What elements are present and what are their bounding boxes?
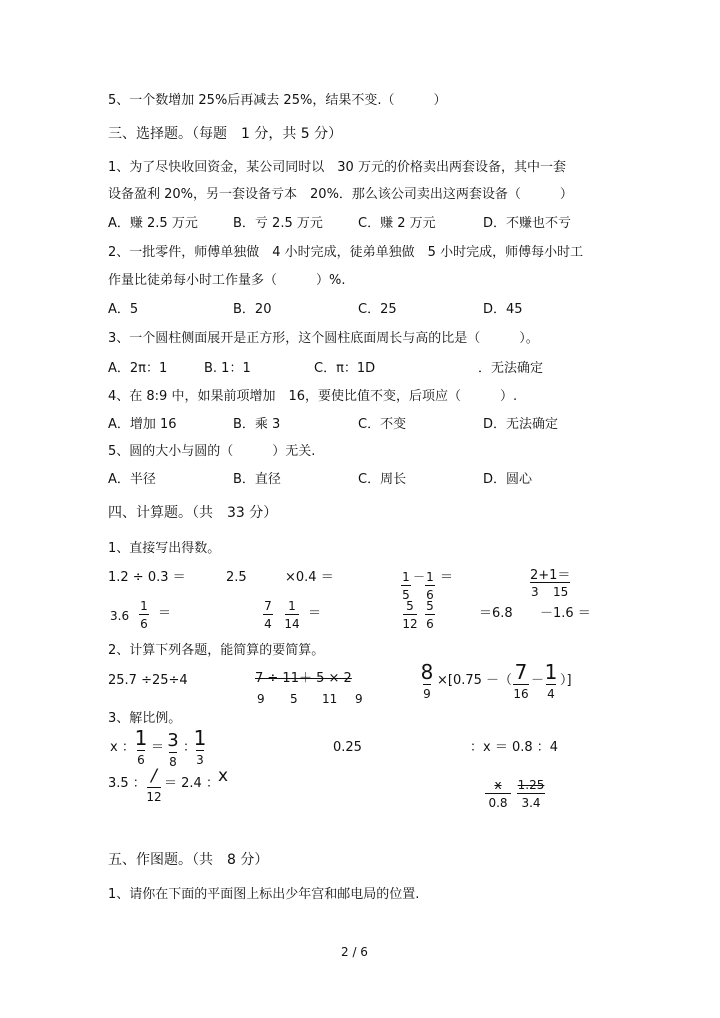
choice-q1-option-d: D．不赚也不亏 (483, 216, 572, 231)
fraction (134, 728, 148, 766)
choice-q5-option-c: C．周长 (358, 472, 407, 487)
choice-q1-line1: 1、为了尽快收回资金，某公司同时以 30 万元的价格卖出两套设备，其中一套 (108, 160, 566, 175)
simplify-item-2-den4: 9 (355, 692, 363, 706)
choice-q2-line1: 2、一批零件，师傅单独做 4 小时完成，徒弟单独做 5 小时完成，师傅每小时工 (108, 245, 584, 260)
choice-q2-line2: 作量比徒弟每小时工作量多（ ）%. (108, 273, 346, 288)
fraction (193, 728, 207, 766)
ratio-colon: ： (183, 740, 197, 755)
fraction-bar (169, 752, 177, 753)
numerator: / (151, 766, 157, 786)
proportion-4-start: 3.5 ： (108, 776, 146, 791)
choice-q2-option-a: A．5 (108, 302, 139, 317)
page-number: 2 / 6 (341, 945, 368, 959)
minus-sign: － (413, 570, 426, 584)
denominator: 4 (264, 617, 272, 631)
simplify-item-2-den2: 5 (290, 692, 298, 706)
calc-part3-title: 3、解比例。 (108, 711, 182, 726)
denominator: 16 (513, 687, 529, 701)
numerator: 7 (514, 660, 528, 684)
denominator: 5 (402, 588, 410, 602)
choice-q3-option-c: C．π：1D (314, 361, 376, 376)
equals-sign: ＝ (440, 570, 454, 585)
fraction-bar (403, 614, 417, 615)
fraction (402, 600, 418, 630)
numerator: 1.25 (517, 778, 545, 792)
numerator: 1 (134, 726, 148, 750)
simplify-item-2-den3: 11 (322, 692, 338, 706)
numerator: 1 (193, 726, 207, 750)
numerator: 1 (288, 599, 296, 613)
fraction (424, 600, 436, 630)
calc-part1-title: 1、直接写出得数。 (108, 541, 221, 556)
numerator: 3 (167, 730, 179, 751)
calc-item-5-number: 3.6 (110, 609, 130, 623)
calc-part2-title: 2、计算下列各题，能简算的要简算。 (108, 643, 325, 658)
proportion-4-x: x (218, 766, 229, 786)
fraction-bar (485, 793, 511, 794)
section-4-title: 四、计算题。（共 33 分） (108, 505, 278, 521)
numerator: 5 (426, 599, 434, 613)
denominator: 3 (196, 753, 204, 767)
numerator: 5 (406, 599, 414, 613)
fraction-bar (196, 750, 204, 751)
denominator: 4 (547, 687, 555, 701)
simplify-item-3-bracket: ×[0.75 －（ (437, 673, 513, 688)
calc-item-2-rest: ×0.4 ＝ (285, 570, 334, 585)
proportion-3: ：x ＝ 0.8 ：4 (470, 740, 559, 755)
fraction (512, 662, 530, 700)
judge-question-5: 5、一个数增加 25%后再减去 25%，结果不变.（ ） (108, 93, 447, 108)
choice-q5-option-d: D．圆心 (483, 472, 533, 487)
fraction (400, 571, 412, 601)
simplify-item-3-close: ）] (560, 673, 572, 688)
denominator: 3.4 (521, 796, 541, 810)
section-5-title: 五、作图题。（共 8 分） (108, 852, 269, 868)
calc-item-4-den1: 3 (531, 585, 539, 599)
fraction-bar (147, 787, 161, 788)
choice-q1-option-a: A．赚 2.5 万元 (108, 216, 198, 231)
choice-q3: 3、一个圆柱侧面展开是正方形，这个圆柱底面周长与高的比是（ ）。 (108, 331, 539, 346)
denominator: 12 (402, 617, 418, 631)
proportion-1-x: x ： (110, 740, 135, 755)
calc-item-2-number: 2.5 (226, 570, 247, 585)
numerator: 1 (426, 570, 434, 584)
fraction-bar (517, 793, 545, 794)
section-3-title: 三、选择题。（每题 1 分，共 5 分） (108, 126, 343, 142)
fraction-bar (425, 585, 435, 586)
fraction (544, 662, 558, 700)
fraction (145, 768, 163, 803)
denominator: 9 (423, 687, 431, 701)
choice-q4-option-a: A．增加 16 (108, 417, 177, 432)
choice-q5-option-a: A．半径 (108, 472, 156, 487)
fraction (516, 779, 546, 809)
calc-item-4-den2: 15 (553, 585, 569, 599)
minus-sign: － (531, 673, 545, 688)
choice-q4: 4、在 8:9 中，如果前项增加 16，要使比值不变，后项应（ ）. (108, 389, 518, 404)
choice-q2-option-b: B．20 (233, 302, 272, 317)
choice-q1-option-c: C．赚 2 万元 (358, 216, 436, 231)
equals-sign: ＝ (158, 606, 172, 621)
choice-q5: 5、圆的大小与圆的（ ）无关. (108, 444, 316, 459)
calc-item-1: 1.2 ÷ 0.3 ＝ (108, 570, 186, 585)
fraction (484, 779, 512, 809)
fraction (138, 600, 150, 630)
denominator: 6 (137, 753, 145, 767)
simplify-item-1: 25.7 ÷25÷4 (108, 673, 188, 688)
fraction (284, 600, 300, 630)
denominator: 14 (284, 617, 300, 631)
simplify-item-2-numerators: 7 ÷ 11＋ 5 × 2 (255, 671, 352, 686)
choice-q2-option-c: C．25 (358, 302, 397, 317)
choice-q2-option-d: D．45 (483, 302, 523, 317)
numerator: 1 (544, 660, 558, 684)
calc-item-8: －1.6 ＝ (540, 606, 591, 621)
fraction-bar (513, 684, 529, 685)
numerator: x (494, 778, 502, 792)
fraction-bar (401, 585, 411, 586)
fraction-bar (139, 614, 149, 615)
denominator: 12 (146, 790, 162, 804)
proportion-2-value: 0.25 (333, 740, 362, 755)
proportion-4-rest: ＝ 2.4 ： (164, 776, 219, 791)
numerator: 1 (402, 570, 410, 584)
denominator: 6 (426, 617, 434, 631)
drawing-question-1: 1、请你在下面的平面图上标出少年宫和邮电局的位置. (108, 887, 420, 902)
choice-q5-option-b: B．直径 (233, 472, 281, 487)
choice-q1-line2: 设备盈利 20%，另一套设备亏本 20%．那么该公司卖出这两套设备（ ） (108, 187, 573, 202)
calc-item-7: ＝6.8 (479, 606, 513, 621)
fraction (420, 662, 434, 700)
fraction-bar (137, 750, 145, 751)
denominator: 8 (169, 755, 177, 769)
numerator: 1 (140, 599, 148, 613)
choice-q3-option-d: ．无法确定 (478, 361, 544, 376)
fraction-bar (546, 684, 556, 685)
denominator: 6 (426, 588, 434, 602)
numerator: 7 (264, 599, 272, 613)
numerator: 8 (420, 660, 434, 684)
choice-q3-option-b: B. 1：1 (204, 361, 251, 376)
fraction-bar (285, 614, 299, 615)
simplify-item-2-den1: 9 (257, 692, 265, 706)
choice-q1-option-b: B．亏 2.5 万元 (233, 216, 323, 231)
choice-q4-option-b: B．乘 3 (233, 417, 281, 432)
fraction (262, 600, 274, 630)
fraction-bar (425, 614, 435, 615)
choice-q3-option-a: A．2π：1 (108, 361, 168, 376)
fraction (166, 732, 180, 768)
fraction-bar (423, 684, 431, 685)
fraction-bar (263, 614, 273, 615)
denominator: 0.8 (488, 796, 508, 810)
choice-q4-option-c: C．不变 (358, 417, 407, 432)
denominator: 6 (140, 617, 148, 631)
equals-sign: ＝ (308, 606, 322, 621)
calc-item-4-numerators: 2+1＝ (530, 568, 571, 583)
equals-sign: ＝ (151, 740, 165, 755)
choice-q4-option-d: D．无法确定 (483, 417, 559, 432)
fraction (424, 571, 436, 601)
